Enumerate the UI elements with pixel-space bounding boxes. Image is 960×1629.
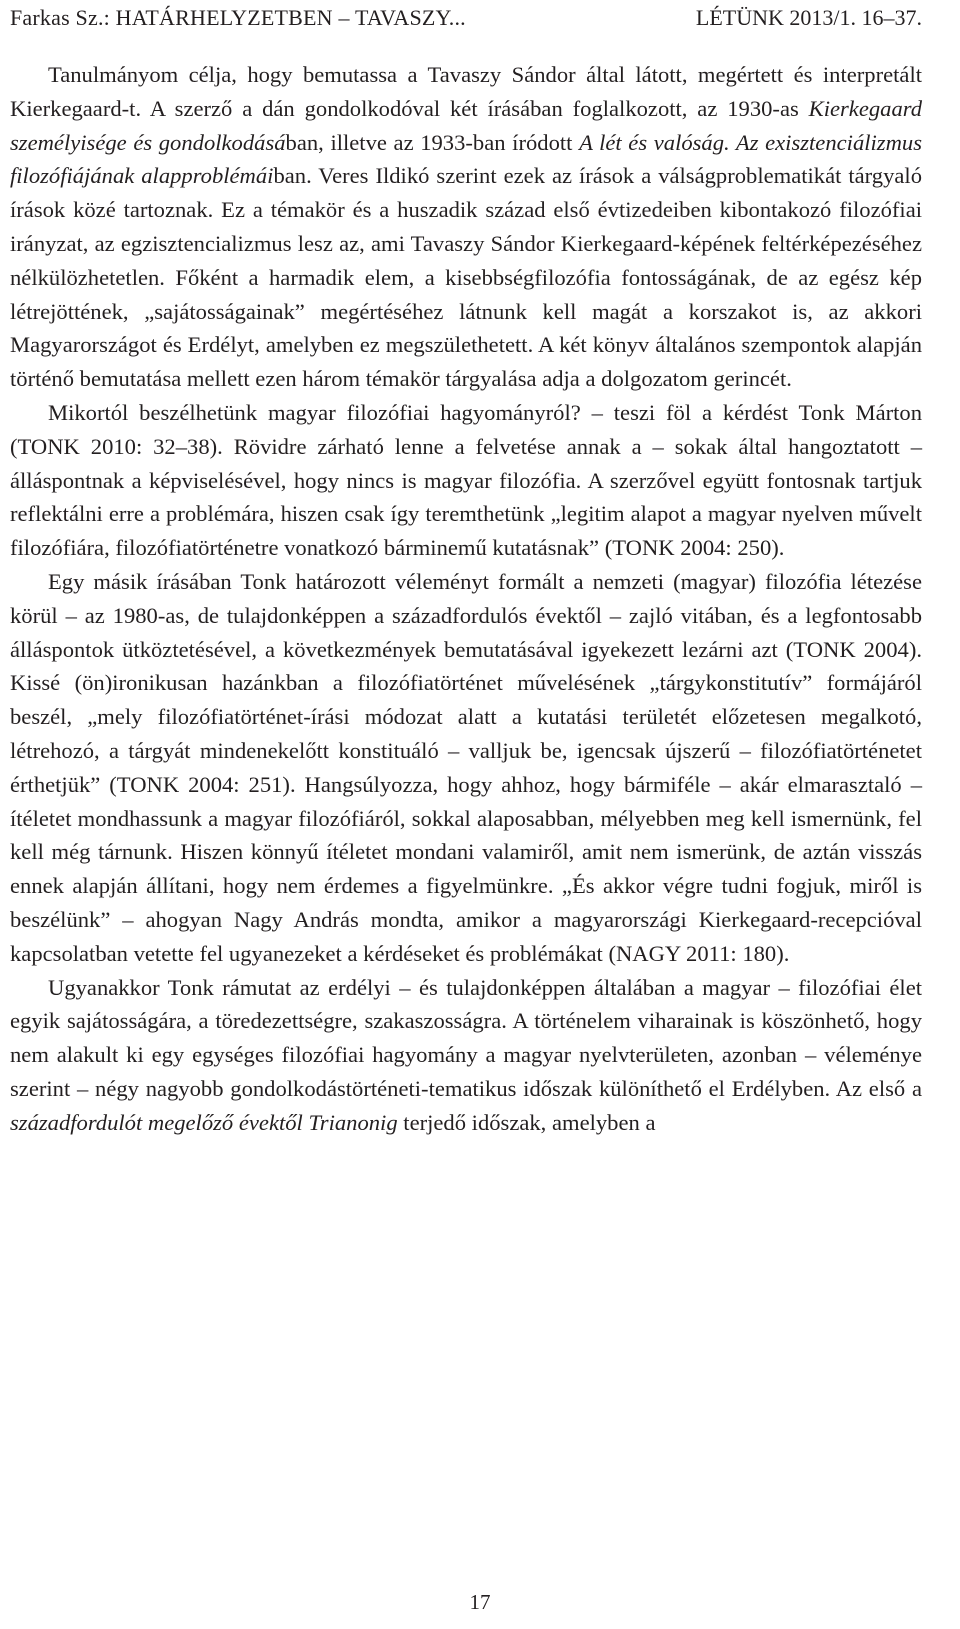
italic-title-text: századfordulót megelőző évektől Trianonig bbox=[10, 1109, 398, 1135]
header-journal-reference: LÉTÜNK 2013/1. 16–37. bbox=[695, 5, 922, 30]
paragraph bbox=[10, 565, 922, 971]
running-header bbox=[10, 6, 922, 30]
text-run: Ugyanakkor Tonk rámutat az erdélyi – és tulajdonképpen általában a magyar – filozófiai élet egyik sajátosságára, a töredezettségre, szakaszosságra. A történelem viharainak is köszönhető, hogy nem alakult ki egy egységes filozófiai hagyomány a magyar nyelvterületen, azonban – véleménye szerint – négy nagyobb gondolkodástörténeti-tematikus időszak különíthető el Erdélyben. Az első a bbox=[10, 974, 922, 1101]
text-run: ban. Veres Ildikó szerint ezek az írások a válságproblematikát tárgyaló írások közé tartoznak. Ez a témakör és a huszadik század első évtizedeiben kibontakozó filozófiai irányzat, az egzisztencializmus lesz az, ami Tavaszy Sándor Kierkegaard-képének feltérképezéséhez nélkülözhetetlen. Főként a harmadik elem, a kisebbségfilozófia fontosságának, de az egész kép létrejöttének, „sajátosságainak” megértéséhez látnunk kell magát a korszakot is, az akkori Magyarországot és Erdélyt, amelyben ez megszülethetett. A két könyv általános szempontok alapján történő bemutatása mellett ezen három témakör tárgyalása adja a dolgozatom gerincét. bbox=[10, 163, 922, 392]
header-author-title: Farkas Sz.: HATÁRHELYZETBEN – TAVASZY... bbox=[10, 5, 466, 30]
paragraph bbox=[10, 58, 922, 396]
page-number: 17 bbox=[469, 1590, 491, 1614]
italic-title-text: A lét és valóság. Az exisztenciálizmus filozófiájának alapproblémái bbox=[10, 129, 922, 189]
italic-title-text: Kierkegaard személyisége és gondolkodásá bbox=[10, 95, 922, 155]
text-run: ban, illetve az 1933-ban íródott bbox=[285, 129, 580, 155]
paragraph bbox=[10, 971, 922, 1140]
text-run: Egy másik írásában Tonk határozott véleményt formált a nemzeti (magyar) filozófia létezése körül – az 1980-as, de tulajdonképpen a századfordulós évektől – zajló vitában, és a legfontosabb álláspontok ütköztetésével, a következmények bemutatásával igyekezett lezárni azt (TONK 2004). Kissé (ön)ironikusan hazánkban a filozófiatörténet művelésének „tárgykonstitutív” formájáról beszél, „mely filozófiatörténet-írási módozat alatt a kutatási területét előzetesen megalkotó, létrehozó, a tárgyát mindenekelőtt konstituáló – valljuk be, igencsak újszerű – filozófiatörténetet érthetjük” (TONK 2004: 251). Hangsúlyozza, hogy ahhoz, hogy bármiféle – akár elmarasztaló – ítéletet mondhassunk a magyar filozófiáról, sokkal alaposabban, mélyebben meg kell ismernünk, fel kell még tárnunk. Hiszen könnyű ítéletet mondani valamiről, amit nem ismerünk, de aztán visszás ennek alapján állítani, hogy nem érdemes a figyelmünkre. „És akkor végre tudni fogjuk, miről is beszélünk” – ahogyan Nagy András mondta, amikor a magyarországi Kierkegaard-recepcióval kapcsolatban vetette fel ugyanezeket a kérdéseket és problémákat (NAGY 2011: 180). bbox=[10, 568, 922, 966]
text-run: Tanulmányom célja, hogy bemutassa a Tavaszy Sándor által látott, megértett és interpretált Kierkegaard-t. A szerző a dán gondolkodóval két írásában foglalkozott, az 1930-as bbox=[10, 62, 922, 121]
paragraph bbox=[10, 396, 922, 565]
text-run: Mikortól beszélhetünk magyar filozófiai hagyományról? – teszi föl a kérdést Tonk Márton (TONK 2010: 32–38). Rövidre zárható lenne a felvetése annak a – sokak által hangoztatott – álláspontnak a képviselésével, hogy nincs is magyar filozófia. A szerzővel együtt fontosnak tartjuk reflektálni erre a problémára, hiszen csak így teremthetünk „legitim alapot a magyar nyelven művelt filozófiára, filozófiatörténetre vonatkozó bárminemű kutatásnak” (TONK 2004: 250). bbox=[10, 399, 922, 561]
text-run: terjedő időszak, amelyben a bbox=[397, 1109, 656, 1135]
body-text bbox=[10, 58, 922, 1140]
